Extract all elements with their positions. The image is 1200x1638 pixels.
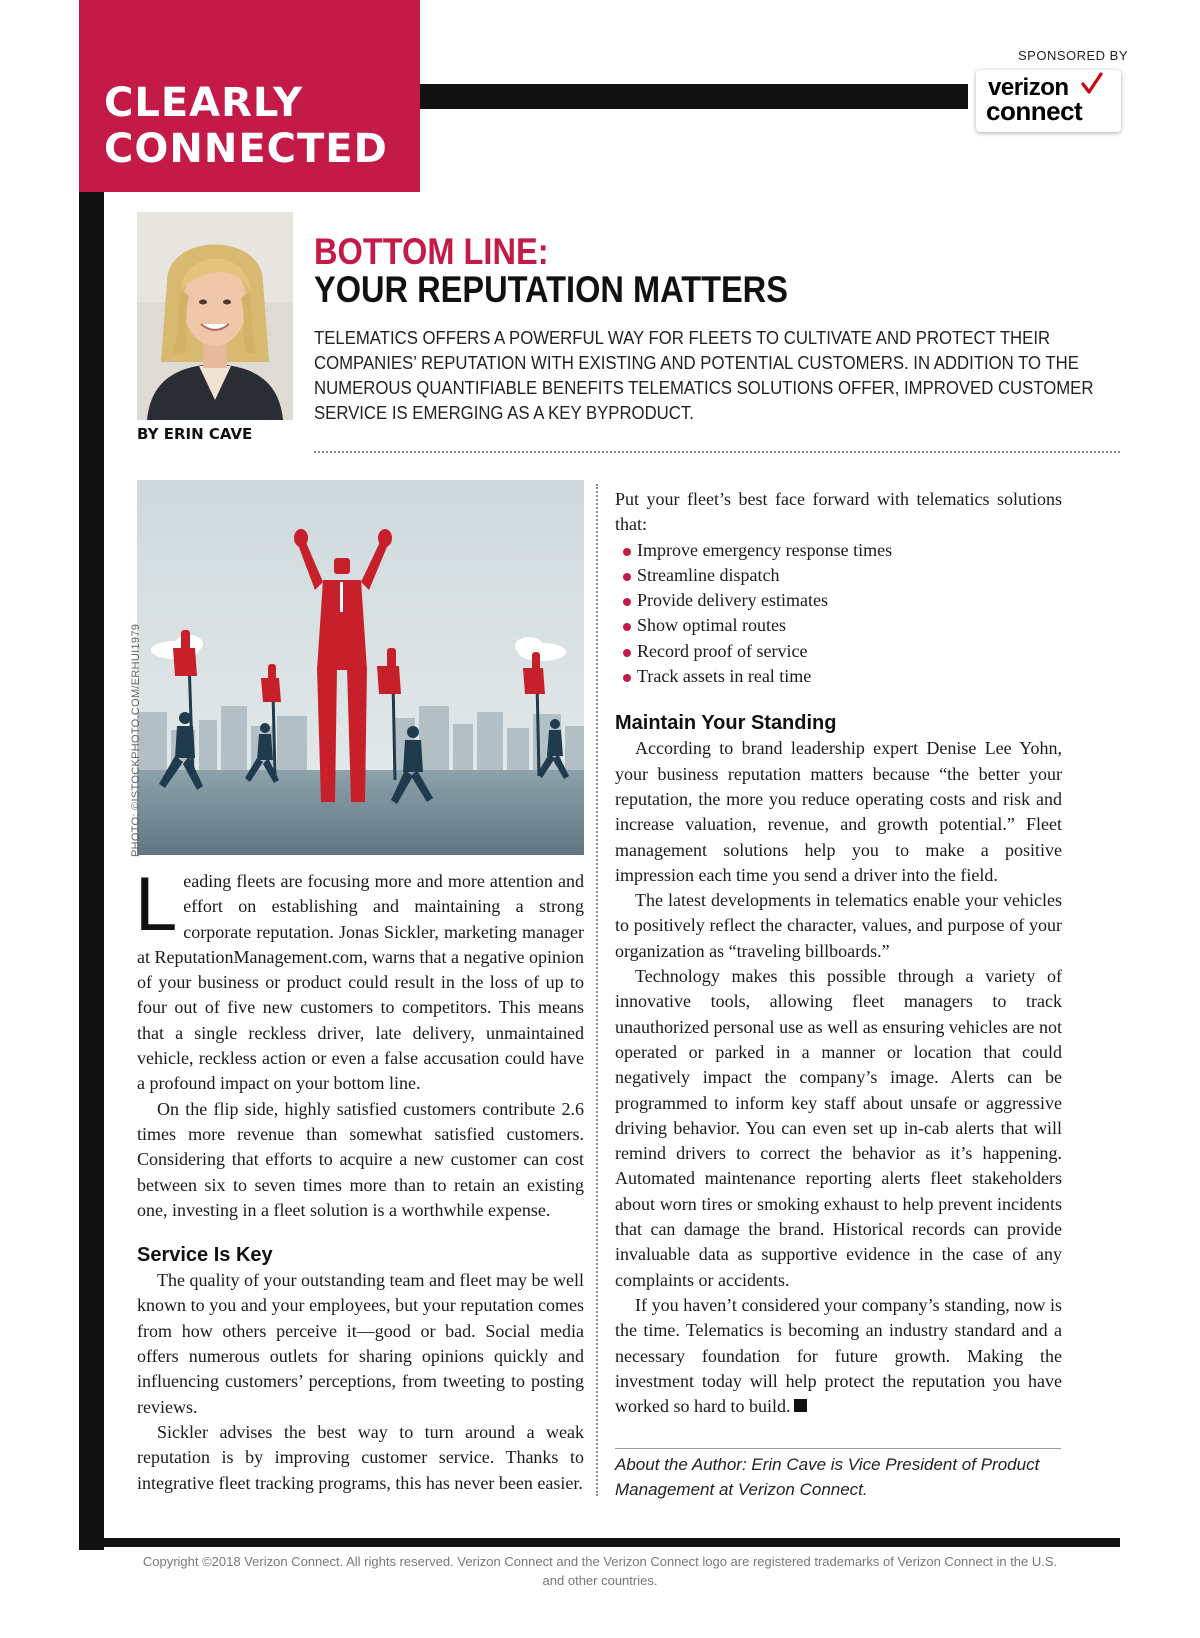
verizon-connect-logo [976,70,1121,132]
photo-credit: PHOTO: ©ISTOCKPHOTO.COM/ERHUI1979 [130,623,142,857]
subhead-maintain-your-standing: Maintain Your Standing [615,712,837,735]
paragraph: According to brand leadership expert Denise Lee Yohn, your business reputation matters because “the better your reputation, the more you reduce operating costs and risk and increase valuation, revenue, and growth potential.” Fleet management solutions help you to make a positive impression each time you send a driver into the field. [615,738,1062,885]
column-divider [596,484,598,1496]
paragraph: Leading fleets are focusing more and more attention and effort on establishing and maintaining a strong corporate reputation. Jonas Sickler, marketing manager at ReputationManagement.com, warns that a negative opinion of your business or product could result in the loss of up to four out of five new customers to competitors. This means that a single reckless driver, late delivery, unmaintained vehicle, reckless action or even a false accusation could have a profound impact on your bottom line. [135,862,584,1094]
hero-illustration [137,480,584,855]
dotted-divider [314,451,1120,453]
list-item: Show optimal routes [637,613,1062,638]
bullet-list [615,538,1062,690]
paragraph: Put your fleet’s best face forward with telematics solutions that: [615,489,1062,535]
about-the-author: About the Author: Erin Cave is Vice President of Product Management at Verizon Connect. [615,1455,1040,1499]
subhead-service-is-key: Service Is Key [137,1244,273,1267]
article-column-2 [615,487,1062,1419]
headline-line-1: BOTTOM LINE: [314,231,549,272]
copyright-notice: Copyright ©2018 Verizon Connect. All rights reserved. Verizon Connect and the Verizon Connect logo are registered trademarks of Verizon Connect in the U.S. and other countries. [142,1554,1058,1588]
checkmark-icon [1080,72,1104,96]
paragraph: The quality of your outstanding team and fleet may be well known to you and your employees, but your reputation comes from how others perceive it—good or bad. Social media offers numerous outlets for sharing opinions quickly and influencing customers’ perceptions, from tweeting to posting reviews. [137,1270,584,1417]
headline-line-2: YOUR REPUTATION MATTERS [314,269,788,310]
list-item: Provide delivery estimates [637,588,1062,613]
bottom-rule [79,1538,1120,1547]
paragraph: The latest developments in telematics enable your vehicles to positively reflect the character, values, and purpose of your organization as “traveling billboards.” [615,890,1062,961]
list-item: Record proof of service [637,639,1062,664]
header-rule [420,84,968,109]
paragraph: Sickler advises the best way to turn around a weak reputation is by improving customer service. Thanks to integrative fleet tracking programs, this has never been easier. [137,1421,584,1493]
paragraph: On the flip side, highly satisfied customers contribute 2.6 times more revenue than somewhat satisfied customers. Considering that efforts to acquire a new customer can cost between six to seven times more than to retain an existing one, investing in a fleet solution is a worthwhile expense. [137,1098,584,1220]
article-deck [314,326,1114,426]
article-column-1 [135,862,584,1496]
deck-line: COMPANIES’ REPUTATION WITH EXISTING AND POTENTIAL CUSTOMERS. IN ADDITION TO THE [314,353,1079,373]
author-portrait [137,212,293,420]
drop-cap: L [135,862,178,947]
left-rule [79,192,104,1550]
list-item: Streamline dispatch [637,563,1062,588]
list-item: Improve emergency response times [637,538,1062,563]
sponsored-by-label: SPONSORED BY [1018,48,1129,63]
list-item: Track assets in real time [637,664,1062,689]
about-divider [615,1448,1061,1449]
end-mark-icon [794,1399,807,1412]
logo-word-connect: connect [986,96,1083,126]
paragraph: Technology makes this possible through a variety of innovative tools, allowing fleet managers to track unauthorized personal use as well as ensuring vehicles are not operated or parked in a manner or location that could negatively impact the company’s image. Alerts can be programmed to inform key staff about unsafe or aggressive driving behavior. You can even set up in-cab alerts that will remind drivers to correct the behavior as it’s happening. Automated maintenance reporting alerts fleet stakeholders about worn tires or smoking exhaust to help prevent incidents that can damage the brand. Historical records can provide invaluable data as supportive evidence in the case of any complaints or accidents. [615,966,1062,1290]
deck-line: TELEMATICS OFFERS A POWERFUL WAY FOR FLEETS TO CULTIVATE AND PROTECT THEIR [314,328,1051,348]
deck-line: SERVICE IS EMERGING AS A KEY BYPRODUCT. [314,403,694,423]
deck-line: NUMEROUS QUANTIFIABLE BENEFITS TELEMATICS SOLUTIONS OFFER, IMPROVED CUSTOMER [314,378,1094,398]
byline: BY ERIN CAVE [137,425,253,443]
section-title: CLEARLY CONNECTED [104,80,388,172]
paragraph: If you haven’t considered your company’s standing, now is the time. Telematics is becoming an industry standard and a necessary foundation for future growth. Making the investment today will help protect the reputation you have worked so hard to build. [615,1294,1062,1417]
logo-word-verizon: verizon [988,74,1069,101]
